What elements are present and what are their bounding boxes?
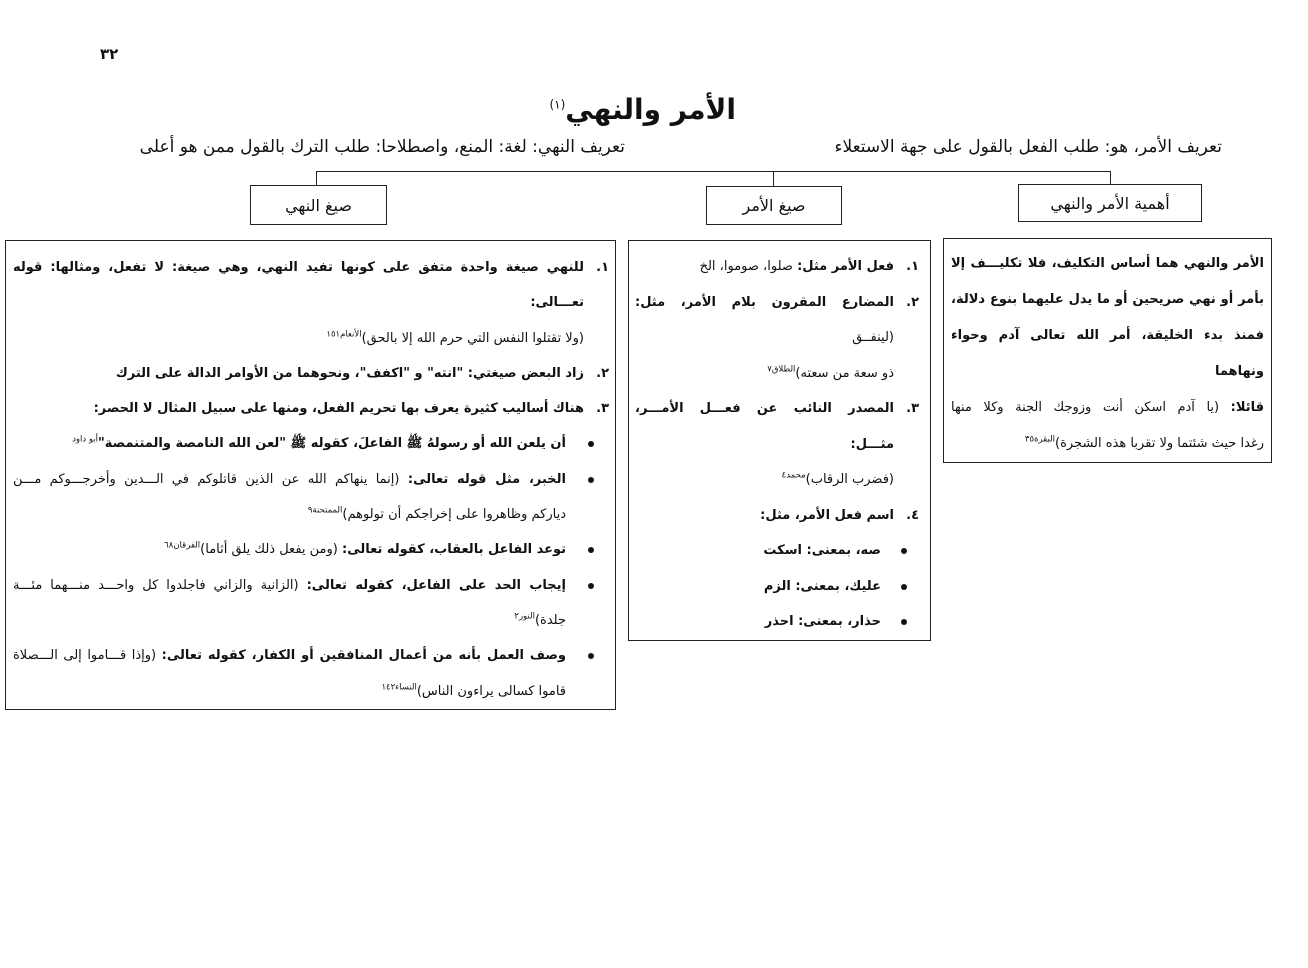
quote-text: (ولا تقتلوا النفس التي حرم الله إلا بالحق) [361,330,584,346]
item-text [13,391,584,426]
item-line: للنهي صيغة واحدة متفق على كونها تفيد النهي، وهي صيغة: لا تفعل، ومثالها: قوله تعـــالى: [13,260,584,311]
bullet-line [13,426,566,461]
importance-line: بأمر أو نهي صريحين أو ما يدل عليهما بنوع دلالة، [951,292,1264,307]
importance-box [943,238,1272,463]
bullet-item [13,426,609,461]
quote-reference: الفرقان٦٨ [164,541,201,552]
bullet-column [566,532,609,567]
quote-reference: النساء١٤٢ [381,682,417,693]
item-text [635,391,894,498]
bullet-icon [588,477,594,483]
list-item [635,498,919,534]
quote-text: (يا آدم اسكن أنت وزوجك الجنة وكلا منها [951,400,1220,415]
bullet-icon [588,547,594,553]
bullet-text: حذار، بمعنى: احذر [764,614,881,629]
item-line [13,321,584,356]
bullet-column [566,638,609,709]
quote-reference: النور٢ [514,611,535,622]
item-number: ٢. [906,294,919,310]
bullet-icon [588,441,594,447]
quote-text: (إنما ينهاكم الله عن الذين قاتلوكم في الـــدين وأخرجـــوكم مـــن [13,471,400,487]
bold-text: فعل الأمر مثل: [797,259,894,274]
importance-line: فمنذ بدء الخليقة، أمر الله تعالى آدم وحواء ونهاهما [951,328,1264,379]
quote-reference: الأنعام١٥١ [326,329,362,340]
bullet-icon [901,584,907,590]
node-nahy-forms [250,185,387,225]
node-importance [1018,184,1202,222]
bullet-item [13,568,609,639]
item-line: اسم فعل الأمر، مثل: [760,507,894,523]
item-line: زاد البعض صيغتي: "انته" و "اكفف"، ونحوهما من الأوامر الدالة على الترك [115,365,584,381]
item-number: ٣. [596,401,609,417]
title-footnote-marker: (١) [549,97,566,112]
quote-text: (وإذا قـــاموا إلى الـــصلاة [13,648,157,664]
bullet-column [881,604,919,640]
item-number: ١. [596,260,609,275]
item-text [635,249,894,285]
bullet-item [635,533,919,569]
amr-definition: تعريف الأمر، هو: طلب الفعل بالقول على جهة الاستعلاء [834,137,1222,157]
item-number: ١. [906,259,919,274]
bullet-item [13,638,609,709]
bold-text: إيجاب الحد على الفاعل، كقوله تعالى: [306,577,566,593]
bullet-line [13,497,566,532]
bold-text: قائلا: [1230,400,1264,415]
bullet-column [881,533,919,569]
list-item [13,391,609,426]
list-item [635,285,919,392]
item-text [13,356,584,391]
bullet-item [635,569,919,605]
quote-reference: محمد٤ [781,470,806,481]
bullet-icon [901,548,907,554]
bullet-text [13,462,566,533]
quote-reference: الطلاق٧ [767,364,796,375]
quote-text: (لينفــق [852,330,894,345]
list-item [635,249,919,285]
bullet-text [13,568,566,639]
quote-text: ذو سعة من سعته) [795,365,894,381]
node-amr-forms-label: صيغ الأمر [742,196,806,215]
item-number: ٣. [906,401,919,416]
bullet-icon [588,653,594,659]
bullet-text [13,532,566,567]
quote-reference: البقرة٣٥ [1024,434,1055,445]
node-nahy-forms-label: صيغ النهي [285,195,352,215]
bullet-line [13,568,566,603]
bullet-column [881,569,919,605]
bullet-item [13,532,609,567]
bold-text: أن يلعن الله أو رسولهُ ﷺ الفاعلَ، كقوله ﷺ "لعن الله النامصة والمتنمصة" [98,436,566,452]
bullet-icon [588,583,594,589]
bullet-column [566,568,609,639]
item-line [635,249,894,285]
connector-to-nahy-forms [316,171,317,185]
item-line [635,356,894,392]
quote-reference: أبو داود [72,435,98,446]
list-item [635,391,919,498]
item-text [635,498,894,534]
page-title [549,90,736,130]
connector-to-amr-forms [773,171,774,186]
item-line: هناك أساليب كثيرة يعرف بها تحريم الفعل، ومنها على سبيل المثال لا الحصر: [93,401,584,417]
bold-text: الخبر، مثل قوله تعالى: [407,471,567,487]
nahy-forms-box [5,240,616,710]
example-text: صلوا، صوموا، الخ [699,259,793,274]
bullet-line [13,674,566,709]
title-text: الأمر والنهي [565,93,736,126]
item-line: المصدر النائب عن فعـــل الأمـــر، مثـــل: [635,401,894,452]
quote-text: جلدة) [534,612,566,628]
bullet-icon [901,619,907,625]
item-text [13,250,584,356]
quote-reference: الممتحنة٩ [307,505,343,516]
list-item [13,250,609,356]
bullet-line [13,603,566,638]
bullet-column [566,462,609,533]
node-amr-forms [706,186,842,225]
item-line [635,462,894,498]
quote-text: دياركم وظاهروا على إخراجكم أن تولوهم) [342,507,566,523]
bullet-column [566,426,609,461]
amr-forms-box [628,240,931,641]
page-number: ٣٢ [100,45,119,63]
quote-text: (فضرب الرقاب) [805,472,894,487]
bullet-text: صه، بمعنى: اسكت [763,543,881,558]
quote-text: (ومن يفعل ذلك يلق أثاما) [200,542,338,558]
bold-text: توعد الفاعل بالعقاب، كقوله تعالى: [342,542,566,558]
item-number: ٤. [906,507,919,523]
bullet-line [13,462,566,497]
bullet-item [635,604,919,640]
importance-line: الأمر والنهي هما أساس التكليف، فلا تكليـــف إلا [951,256,1264,271]
item-text [635,285,894,392]
importance-line [951,390,1264,426]
bullet-text [13,638,566,709]
bullet-line [13,532,566,567]
bold-text: وصف العمل بأنه من أعمال المنافقين أو الكفار، كقوله تعالى: [161,648,566,664]
connector-horizontal [316,171,1111,172]
bullet-text: عليك، بمعنى: الزم [763,578,881,594]
quote-text: (الزانية والزاني فاجلدوا كل واحـــد منـــهما مئـــة [13,577,299,593]
item-line [635,285,894,356]
item-number: ٢. [596,365,609,381]
node-importance-label: أهمية الأمر والنهي [1050,193,1170,213]
bold-text: المضارع المقرون بلام الأمر، مثل: [635,294,894,310]
list-item [13,356,609,391]
bullet-line [13,638,566,673]
bullet-item [13,462,609,533]
quote-text: رغدا حيث شئتما ولا تقربا هذه الشجرة) [1055,436,1264,451]
quote-text: قاموا كسالى يراءون الناس) [416,683,566,699]
importance-line [951,426,1264,462]
bullet-text [13,426,566,461]
nahy-definition: تعريف النهي: لغة: المنع، واصطلاحا: طلب الترك بالقول ممن هو أعلى [139,137,625,157]
connector-to-importance [1110,171,1111,184]
